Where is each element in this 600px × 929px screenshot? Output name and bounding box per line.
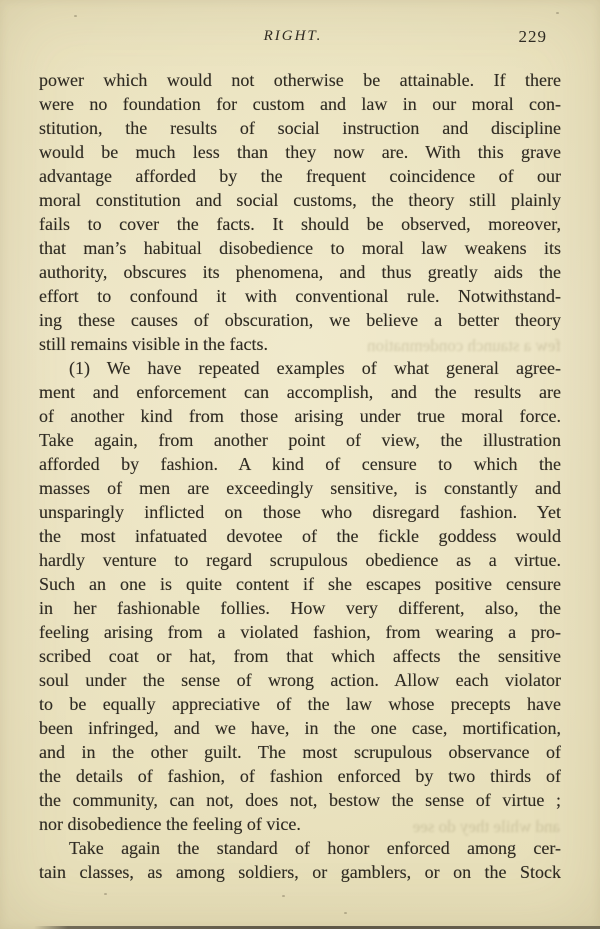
- text-line: in her fashionable follies. How very different, also, the: [39, 598, 561, 618]
- text-line: feeling arising from a violated fashion, from wearing a pro-: [39, 622, 561, 642]
- text-line: would be much less than they now are. With this grave: [39, 142, 561, 162]
- page-header: [0, 28, 600, 50]
- page-speck: [74, 15, 77, 17]
- text-line: nor disobedience the feeling of vice.: [39, 814, 301, 834]
- text-line: the community, can not, does not, bestow the sense of virtue ;: [39, 790, 561, 810]
- ghost-text-bleedthrough: and while they do see: [412, 817, 560, 836]
- text-line: of another kind from those arising under true moral force.: [39, 406, 561, 426]
- page-speck: [556, 12, 559, 14]
- text-line: been infringed, and we have, in the one case, mortification,: [39, 718, 561, 738]
- text-line: fails to cover the facts. It should be observed, moreover,: [39, 214, 561, 234]
- text-line: effort to confound it with conventional rule. Notwithstand-: [39, 286, 561, 306]
- text-line: moral constitution and social customs, the theory still plainly: [39, 190, 561, 210]
- text-line: ment and enforcement can accomplish, and the results are: [39, 382, 561, 402]
- text-line: (1) We have repeated examples of what general agree-: [69, 358, 561, 378]
- text-line: afforded by fashion. A kind of censure to which the: [39, 454, 561, 474]
- text-line: Take again the standard of honor enforced among cer-: [69, 838, 561, 858]
- text-line: power which would not otherwise be attainable. If there: [39, 70, 561, 90]
- body-text: [39, 68, 561, 884]
- page-speck: [344, 912, 347, 914]
- text-line: scribed coat or hat, from that which affects the sensitive: [39, 646, 561, 666]
- ghost-text-bleedthrough: few a staunch condemnation: [366, 336, 561, 355]
- text-line: to be equally appreciative of the law whose precepts have: [39, 694, 561, 714]
- text-line: the most infatuated devotee of the fickle goddess would: [39, 526, 561, 546]
- text-line: masses of men are exceedingly sensitive, is constantly and: [39, 478, 561, 498]
- page-number: 229: [518, 27, 547, 46]
- text-line: still remains visible in the facts.: [39, 334, 268, 354]
- text-line: authority, obscures its phenomena, and thus greatly aids the: [39, 262, 561, 282]
- text-line: and in the other guilt. The most scrupulous observance of: [39, 742, 561, 762]
- page-speck: [104, 893, 107, 895]
- text-line: tain classes, as among soldiers, or gamblers, or on the Stock: [39, 862, 561, 882]
- text-line: that man’s habitual disobedience to moral law weakens its: [39, 238, 561, 258]
- text-line: hardly venture to regard scrupulous obedience as a virtue.: [39, 550, 561, 570]
- text-line: advantage afforded by the frequent coincidence of our: [39, 166, 561, 186]
- text-line: unsparingly inflicted on those who disregard fashion. Yet: [39, 502, 561, 522]
- text-line: soul under the sense of wrong action. Allow each violator: [39, 670, 561, 690]
- text-line: were no foundation for custom and law in our moral con-: [39, 94, 561, 114]
- text-line: stitution, the results of social instruction and discipline: [39, 118, 561, 138]
- text-line: the details of fashion, of fashion enforced by two thirds of: [39, 766, 561, 786]
- running-title: RIGHT.: [263, 28, 323, 44]
- text-line: ing these causes of obscuration, we believe a better theory: [39, 310, 561, 330]
- text-line: Take again, from another point of view, the illustration: [39, 430, 561, 450]
- text-line: Such an one is quite content if she escapes positive censure: [39, 574, 561, 594]
- page-speck: [282, 895, 285, 897]
